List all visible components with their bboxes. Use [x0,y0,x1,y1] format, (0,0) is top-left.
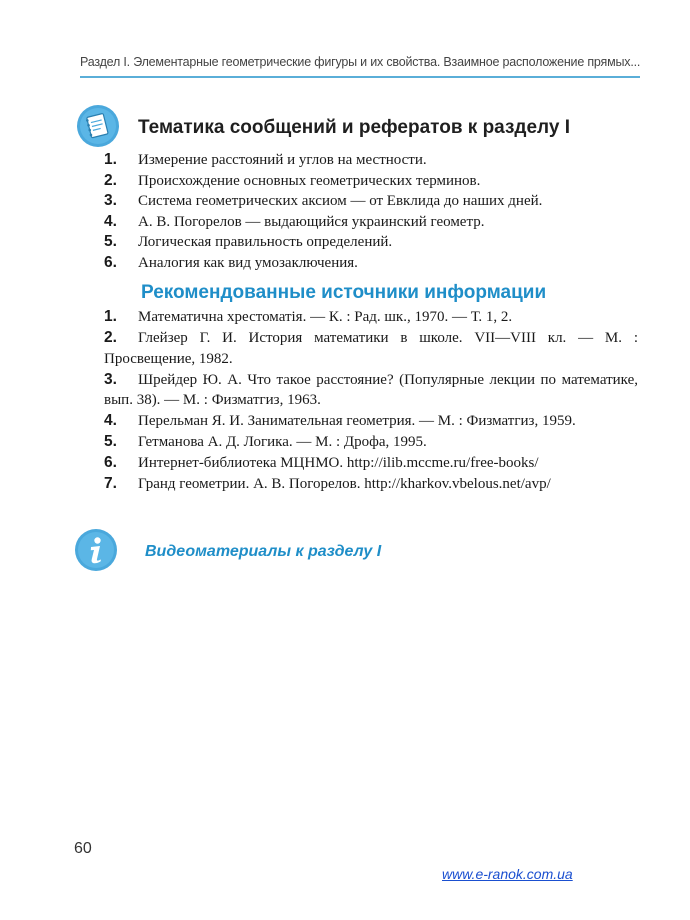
item-number: 2. [104,171,117,189]
topics-title: Тематика сообщений и рефератов к разделу I [138,117,570,138]
list-item [104,191,638,212]
sources-list [104,307,638,495]
list-item [104,150,638,171]
list-item [104,432,638,453]
item-text: Система геометрических аксиом — от Евклида до наших дней. [138,193,543,209]
item-text: Математична хрестоматія. — К. : Рад. шк., 1970. — Т. 1, 2. [138,309,513,325]
item-number: 5. [104,433,117,450]
item-text: Гранд геометрии. А. В. Погорелов. http://kharkov.vbelous.net/avp/ [138,476,551,492]
list-item [104,474,638,495]
list-item [104,307,638,328]
item-number: 3. [104,370,117,388]
header-rule [80,76,640,78]
item-text: Логическая правильность определений. [138,234,393,250]
item-text: Гетманова А. Д. Логика. — М. : Дрофа, 1995. [138,434,427,450]
list-item [104,212,638,233]
list-item [104,328,638,369]
info-icon [74,528,118,572]
item-number: 5. [104,233,117,250]
item-text: Интернет-библиотека МЦНМО. http://ilib.mccme.ru/free-books/ [138,455,539,471]
item-text: Шрейдер Ю. А. Что такое расстояние? (Популярные лекции по математике, вып. 38). — М. : Физматгиз, 1963. [104,371,638,408]
running-header: Раздел I. Элементарные геометрические фигуры и их свойства. Взаимное расположение прямых... [80,55,640,69]
item-number: 4. [104,412,117,429]
video-title: Видеоматериалы к разделу I [145,543,382,560]
sources-title: Рекомендованные источники информации [141,282,547,303]
item-text: А. В. Погорелов — выдающийся украинский геометр. [138,213,485,230]
notebook-icon [76,104,120,148]
item-number: 7. [104,475,117,492]
item-number: 6. [104,454,117,471]
item-text: Глейзер Г. И. История математики в школе. VII—VIII кл. — М. : Просвещение, 1982. [104,330,638,367]
item-number: 4. [104,212,117,230]
item-number: 6. [104,253,117,271]
item-number: 3. [104,192,117,209]
list-item [104,370,638,411]
item-text: Аналогия как вид умозаключения. [138,254,358,271]
item-text: Измерение расстояний и углов на местности. [138,152,427,168]
item-text: Происхождение основных геометрических терминов. [138,172,481,189]
topics-list [104,150,638,273]
item-number: 2. [104,329,117,346]
list-item [104,411,638,432]
list-item [104,171,638,192]
item-text: Перельман Я. И. Занимательная геометрия. — М. : Физматгиз, 1959. [138,413,576,429]
footer-link[interactable]: www.e-ranok.com.ua [442,866,573,882]
list-item [104,232,638,253]
item-number: 1. [104,308,117,325]
page-number: 60 [74,840,92,857]
item-number: 1. [104,151,117,168]
list-item [104,453,638,474]
list-item [104,253,638,274]
